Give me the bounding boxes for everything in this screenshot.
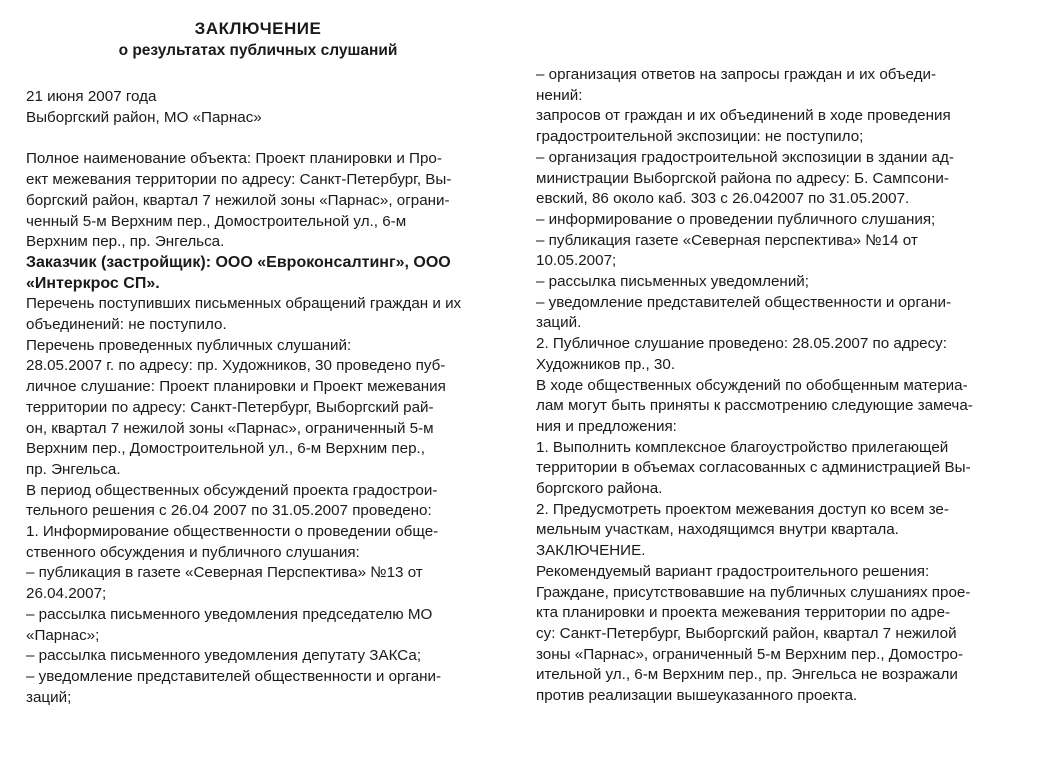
document-title: ЗАКЛЮЧЕНИЕ (194, 19, 322, 38)
object-paragraph (26, 149, 510, 253)
hearing2-paragraph (536, 334, 1020, 375)
text-line: – уведомление представителей общественности и органи- (536, 293, 952, 311)
informing-item: – информирование о проведении публичного слушания; (536, 210, 936, 228)
text-line: – публикация в газете «Северная Перспектива» №13 от (26, 564, 423, 582)
text-line: 28.05.2007 г. по адресу: пр. Художников, 30 проведено пуб- (26, 357, 446, 375)
exposition-item (536, 148, 1020, 210)
text-line: личное слушание: Проект планировки и Проект межевания (26, 378, 446, 396)
text-line: боргский район, квартал 7 нежилой зоны «Парнас», ограни- (26, 191, 450, 209)
notify-item (26, 667, 510, 708)
document-date: 21 июня 2007 года (26, 88, 157, 105)
text-line: 1. Выполнить комплексное благоустройство прилегающей (536, 438, 949, 456)
text-line: су: Санкт-Петербург, Выборгский район, квартал 7 нежилой (536, 624, 957, 642)
text-line: Верхним пер., пр. Энгельса. (26, 233, 225, 251)
proposal-2 (536, 500, 1020, 541)
text-line: мельным участкам, находящимся внутри квартала. (536, 521, 899, 539)
text-line: Полное наименование объекта: Проект планировки и Про- (26, 150, 442, 168)
document-subtitle: о результатах публичных слушаний (118, 42, 398, 59)
text-line: Верхним пер., Домостроительной ул., 6-м Верхним пер., (26, 440, 425, 458)
text-line: территории по адресу: Санкт-Петербург, Выборгский рай- (26, 398, 434, 416)
right-column (536, 65, 1020, 707)
text-line: нений: (536, 86, 583, 104)
hearings-title: Перечень проведенных публичных слушаний: (26, 336, 352, 354)
text-line: министрации Выборгской района по адресу: Б. Сампсони- (536, 169, 949, 187)
text-line: заций. (536, 314, 582, 332)
text-line: против реализации вышеуказанного проекта. (536, 687, 858, 705)
text-line: запросов от граждан и их объединений в ходе проведения (536, 107, 951, 125)
proposal-1 (536, 438, 1020, 500)
text-line: ект межевания территории по адресу: Санкт-Петербург, Вы- (26, 171, 452, 189)
requests-paragraph (536, 106, 1020, 147)
conclusion-heading: ЗАКЛЮЧЕНИЕ. (536, 542, 646, 560)
text-line: ния и предложения: (536, 417, 677, 435)
text-line: «Парнас»; (26, 626, 100, 644)
responses-item (536, 65, 1020, 106)
appeals-paragraph (26, 294, 510, 335)
text-line: территории в объемах согласованных с администрацией Вы- (536, 459, 971, 477)
notify-item (536, 293, 1020, 334)
text-line: градостроительной экспозиции: не поступило; (536, 128, 864, 146)
text-line: кта планировки и проекта межевания территории по адре- (536, 604, 951, 622)
text-line: Граждане, присутствовавшие на публичных слушаниях прое- (536, 583, 971, 601)
text-line: ченный 5-м Верхним пер., Домостроительной ул., 6-м (26, 212, 407, 230)
hearings-paragraph (26, 356, 510, 480)
left-column (26, 87, 510, 708)
text-line: заций; (26, 688, 72, 706)
text-line: зоны «Парнас», ограниченный 5-м Верхним пер., Домостро- (536, 645, 964, 663)
publication-item (26, 563, 510, 604)
customer-paragraph (26, 253, 510, 294)
text-line: В ходе общественных обсуждений по обобщенным материа- (536, 376, 968, 394)
final-paragraph (536, 583, 1020, 707)
recommended-line: Рекомендуемый вариант градостроительного решения: (536, 562, 930, 580)
document-location: Выборгский район, МО «Парнас» (26, 108, 262, 126)
text-line: Перечень поступивших письменных обращений граждан и их (26, 295, 462, 313)
text-line: – уведомление представителей общественности и органи- (26, 667, 442, 685)
text-line: евский, 86 около каб. 303 с 26.042007 по 31.05.2007. (536, 190, 910, 208)
text-line: Заказчик (застройщик): ООО «Евроконсалтинг», ООО (26, 253, 451, 271)
text-line: лам могут быть приняты к рассмотрению следующие замеча- (536, 397, 973, 415)
period-paragraph (26, 481, 510, 522)
text-line: – рассылка письменного уведомления председателю МО (26, 605, 433, 623)
proposals-paragraph (536, 376, 1020, 438)
text-line: – организация градостроительной экспозиции в здании ад- (536, 148, 954, 166)
text-line: 2. Публичное слушание проведено: 28.05.2007 по адресу: (536, 335, 947, 353)
publication-item (536, 231, 1020, 272)
text-line: «Интеркрос СП». (26, 274, 160, 292)
text-line: боргского района. (536, 480, 663, 498)
item1-paragraph (26, 522, 510, 563)
text-line: тельного решения с 26.04 2007 по 31.05.2007 проведено: (26, 502, 432, 520)
mail-deputy-item: – рассылка письменного уведомления депутату ЗАКСа; (26, 647, 422, 665)
text-line: объединений: не поступило. (26, 316, 227, 334)
text-line: – публикация газете «Северная перспектива» №14 от (536, 231, 918, 249)
text-line: 1. Информирование общественности о проведении обще- (26, 523, 439, 541)
text-line: 10.05.2007; (536, 252, 617, 270)
text-line: 2. Предусмотреть проектом межевания доступ ко всем зе- (536, 500, 949, 518)
text-line: пр. Энгельса. (26, 460, 121, 478)
text-line: он, квартал 7 нежилой зоны «Парнас», ограниченный 5-м (26, 419, 434, 437)
text-line: Художников пр., 30. (536, 355, 676, 373)
text-line: В период общественных обсуждений проекта градострои- (26, 481, 438, 499)
mailing-item: – рассылка письменных уведомлений; (536, 273, 810, 291)
mail-chair-item (26, 605, 510, 646)
text-line: 26.04.2007; (26, 585, 107, 603)
text-line: ственного обсуждения и публичного слушания: (26, 543, 360, 561)
text-line: ительной ул., 6-м Верхним пер., пр. Энгельса не возражали (536, 666, 958, 684)
text-line: – организация ответов на запросы граждан и их объеди- (536, 66, 937, 83)
